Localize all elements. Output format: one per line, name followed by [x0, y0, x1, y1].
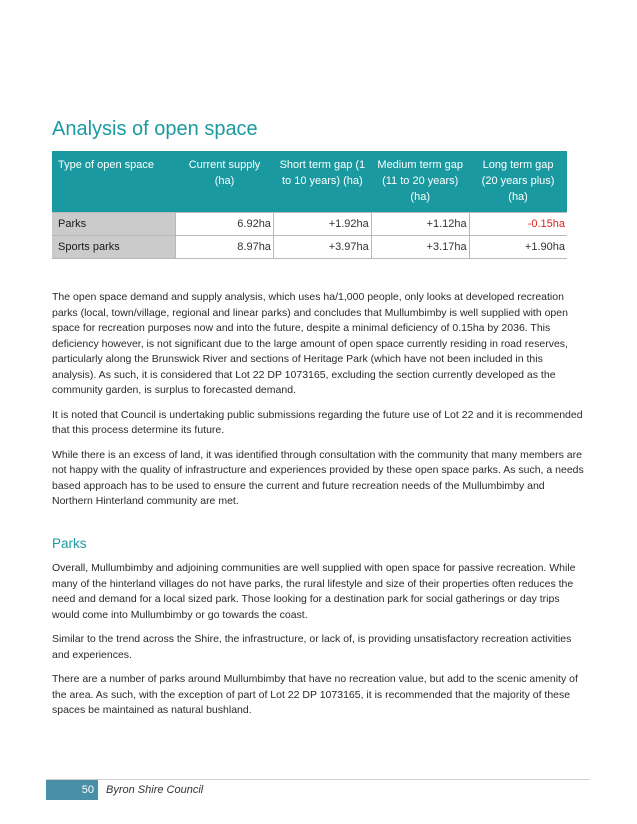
- open-space-table: [52, 151, 567, 259]
- body-text: [52, 290, 585, 728]
- section-heading-parks: Parks: [52, 535, 87, 551]
- paragraph-needs-based: While there is an excess of land, it was identified through consultation with the community that many members are not happy with the quality of infrastructure and experiences provided by these open space parks. As such, a needs based approach has to be used to ensure the current and future recreation needs of the Mullumbimby and Northern Hinterland community are met.: [52, 448, 584, 507]
- table-row: [52, 213, 567, 236]
- col-header-long-term: Long term gap (20 years plus) (ha): [469, 151, 567, 213]
- long-term-cell-deficit: -0.15ha: [469, 213, 567, 236]
- row-label: Sports parks: [52, 236, 176, 259]
- paragraph-demand-supply: The open space demand and supply analysis, which uses ha/1,000 people, only looks at developed recreation parks (local, town/village, regional and linear parks) and concludes that Mullumbimby is well supplied with open space for recreation purposes now and into the future, despite a minimal deficiency of 0.15ha by 2036. This deficiency however, is not significant due to the large amount of open space currently residing in road reserves, particularly along the Brunswick River and sections of Heritage Park (which have not been included in this analysis). As such, it is considered that Lot 22 DP 1073165, excluding the section currently developed as the community garden, is surplus to forecasted demand.: [52, 291, 568, 396]
- paragraph-parks-overall: Overall, Mullumbimby and adjoining communities are well supplied with open space for passive recreation. While many of the hinterland villages do not have parks, the rural lifestyle and size of their properties often reduces the need and demand for a local sized park. Those looking for a destination park for social gatherings or day trips would come into Mullumbimby or go towards the coast.: [52, 562, 576, 621]
- short-term-cell: +3.97ha: [273, 236, 371, 259]
- page-title: Analysis of open space: [52, 118, 258, 140]
- paragraph-parks-trend: Similar to the trend across the Shire, the infrastructure, or lack of, is providing unsatisfactory recreation activities and experiences.: [52, 633, 572, 661]
- medium-term-cell: +3.17ha: [371, 236, 469, 259]
- current-supply-cell: 6.92ha: [176, 213, 274, 236]
- current-supply-cell: 8.97ha: [176, 236, 274, 259]
- col-header-type: Type of open space: [52, 151, 176, 213]
- paragraph-parks-scenic: There are a number of parks around Mullumbimby that have no recreation value, but add to the scenic amenity of the area. As such, with the exception of part of Lot 22 DP 1073165, it is recommended that the majority of these spaces be maintained as natural bushland.: [52, 673, 578, 716]
- table-header-row: [52, 151, 567, 213]
- medium-term-cell: +1.12ha: [371, 213, 469, 236]
- page-number: 50: [46, 780, 98, 800]
- row-label: Parks: [52, 213, 176, 236]
- table-row: [52, 236, 567, 259]
- short-term-cell: +1.92ha: [273, 213, 371, 236]
- paragraph-public-submissions: It is noted that Council is undertaking public submissions regarding the future use of Lot 22 and it is recommended that this process determine its future.: [52, 408, 583, 436]
- long-term-cell: +1.90ha: [469, 236, 567, 259]
- col-header-medium-term: Medium term gap (11 to 20 years) (ha): [371, 151, 469, 213]
- footer-organization: Byron Shire Council: [106, 784, 204, 796]
- col-header-short-term: Short term gap (1 to 10 years) (ha): [273, 151, 371, 213]
- col-header-current-supply: Current supply (ha): [176, 151, 274, 213]
